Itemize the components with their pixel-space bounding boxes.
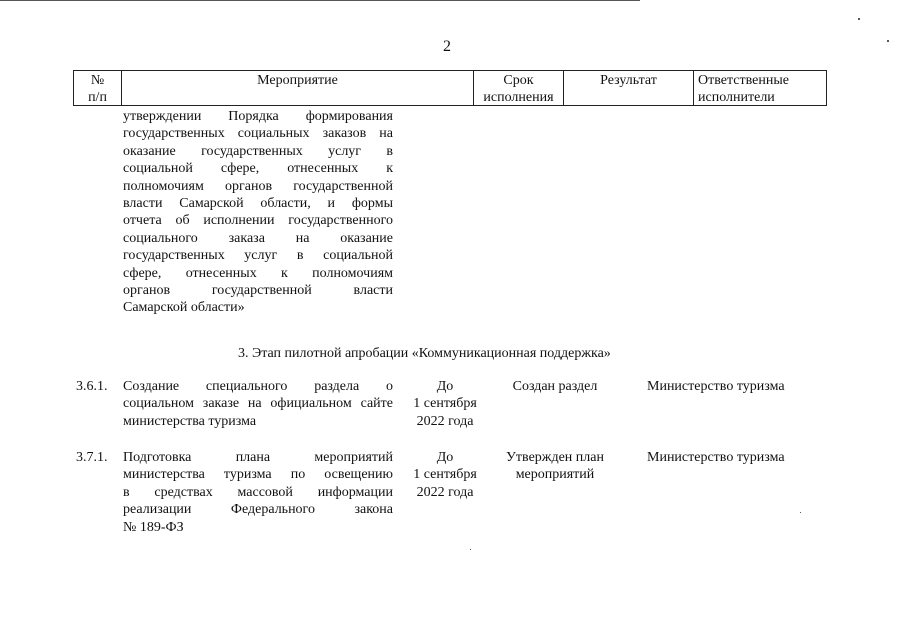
row-responsible: Министерство туризма xyxy=(647,379,785,394)
scan-speck xyxy=(470,549,471,550)
scan-speck xyxy=(800,512,801,513)
deadline-line: 2022 года xyxy=(416,484,474,500)
scan-speck xyxy=(887,40,889,42)
header-col-deadline-line: исполнения xyxy=(483,90,554,105)
text-line: Подготовка плана мероприятий xyxy=(123,450,393,465)
deadline-line: 1 сентября xyxy=(413,467,477,483)
deadline-line: До xyxy=(436,379,454,394)
scan-top-rule xyxy=(0,0,640,1)
text-line: полномочиям органов государственной xyxy=(123,178,393,194)
header-col-number xyxy=(74,71,122,105)
result-line: мероприятий xyxy=(515,467,595,483)
text-line: государственных услуг в социальной xyxy=(123,248,393,264)
stage-title: 3. Этап пилотной апробации «Коммуникационная поддержка» xyxy=(238,346,611,361)
text-line: министерства туризма по освещению xyxy=(123,467,393,483)
row-result xyxy=(490,378,620,395)
text-line: социального заказа на оказание xyxy=(123,230,393,246)
header-col-responsible: Ответственные исполнители xyxy=(698,73,789,105)
deadline-line: 2022 года xyxy=(416,413,474,429)
text-line: в средствах массовой информации xyxy=(123,484,393,500)
page-number: 2 xyxy=(443,38,451,55)
text-line: министерства туризма xyxy=(123,413,257,429)
text-line: органов государственной власти xyxy=(123,283,393,299)
text-line: власти Самарской области, и формы xyxy=(123,196,393,212)
row-number: 3.6.1. xyxy=(76,379,108,394)
header-col-number-line: № xyxy=(90,73,105,88)
text-line: Самарской области» xyxy=(123,300,245,316)
row-result xyxy=(490,449,620,484)
deadline-line: 1 сентября xyxy=(413,396,477,412)
continuation-text xyxy=(123,108,393,317)
row-deadline xyxy=(400,449,490,501)
text-line: отчета об исполнении государственного xyxy=(123,213,393,229)
text-line: социальном заказе на официальном сайте xyxy=(123,396,393,412)
result-line: Утвержден план xyxy=(506,450,604,465)
header-col-result: Результат xyxy=(564,71,694,105)
text-line: утверждении Порядка формирования xyxy=(123,109,393,124)
row-deadline xyxy=(400,378,490,430)
header-col-number-line: п/п xyxy=(88,90,107,105)
text-line: оказание государственных услуг в xyxy=(123,143,393,159)
row-number: 3.7.1. xyxy=(76,450,108,465)
row-event xyxy=(123,378,393,430)
text-line: социальной сфере, отнесенных к xyxy=(123,161,393,177)
table-header xyxy=(73,70,827,106)
text-line: Создание специального раздела о xyxy=(123,379,393,394)
row-event xyxy=(123,449,393,536)
header-col-deadline xyxy=(474,71,564,105)
text-line: государственных социальных заказов на xyxy=(123,126,393,142)
row-responsible: Министерство туризма xyxy=(647,450,785,465)
deadline-line: До xyxy=(436,450,454,465)
header-col-deadline-line: Срок xyxy=(503,73,534,88)
scan-speck xyxy=(858,18,860,20)
text-line: № 189-ФЗ xyxy=(123,519,184,535)
text-line: реализации Федерального закона xyxy=(123,502,393,518)
text-line: сфере, отнесенных к полномочиям xyxy=(123,265,393,281)
result-line: Создан раздел xyxy=(512,379,598,394)
header-col-event: Мероприятие xyxy=(122,71,474,105)
